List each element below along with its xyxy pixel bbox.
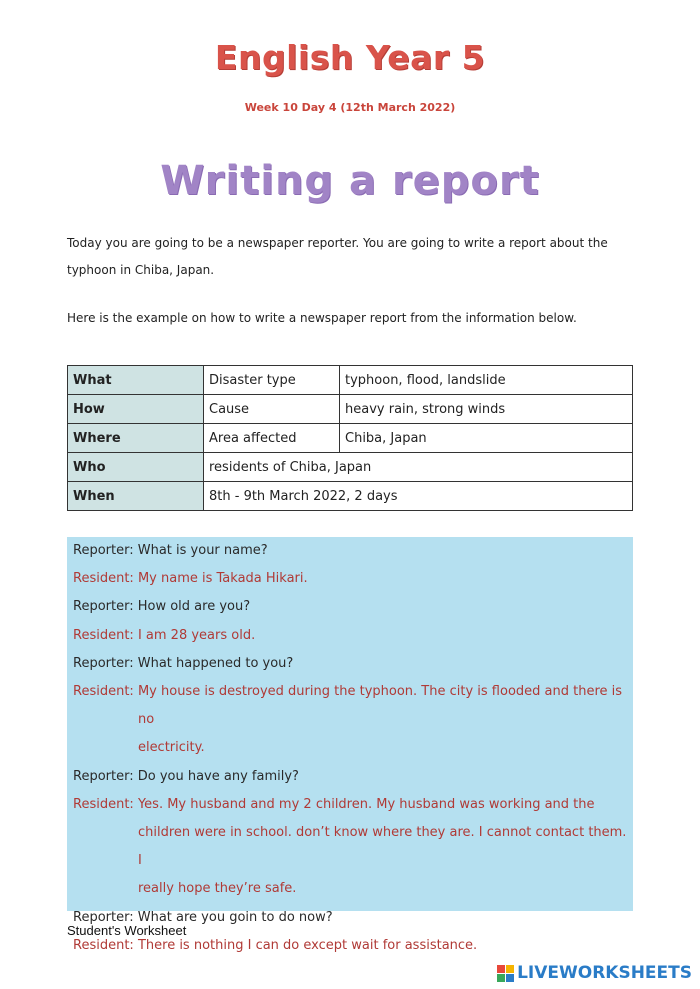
- table-label-cell: Disaster type: [204, 366, 340, 395]
- speaker-label: Resident:: [73, 684, 134, 700]
- dialogue-text: [138, 791, 627, 904]
- dialogue-text: How old are you?: [137, 599, 251, 615]
- table-row: [68, 395, 633, 424]
- table-value-cell: typhoon, flood, landslide: [340, 366, 633, 395]
- speaker-label: Resident:: [73, 937, 134, 953]
- dialogue-text: What are you goin to do now?: [137, 909, 333, 925]
- speaker-label: Resident:: [73, 571, 134, 587]
- dialogue-text-line: really hope they’re safe.: [137, 881, 297, 897]
- dialogue-line: [73, 537, 627, 565]
- speaker-label: Reporter:: [73, 599, 134, 615]
- table-value-cell: 8th - 9th March 2022, 2 days: [204, 482, 633, 511]
- table-value-cell: heavy rain, strong winds: [340, 395, 633, 424]
- speaker-label: Resident:: [73, 627, 134, 643]
- speaker-label: Resident:: [73, 796, 134, 812]
- table-key-cell: Where: [68, 424, 204, 453]
- table-row: [68, 453, 633, 482]
- table-key-cell: Who: [68, 453, 204, 482]
- example-instruction: Here is the example on how to write a newspaper report from the information below.: [67, 311, 577, 325]
- dialogue-line: [73, 763, 627, 791]
- dialogue-text: What happened to you?: [137, 655, 294, 671]
- table-key-cell: How: [68, 395, 204, 424]
- liveworksheets-brand[interactable]: [497, 963, 692, 983]
- table-key-cell: When: [68, 482, 204, 511]
- speaker-label: Reporter:: [73, 768, 134, 784]
- dialogue-line: [73, 565, 627, 593]
- table-value-cell: residents of Chiba, Japan: [204, 453, 633, 482]
- worksheet-title: English Year 5: [214, 38, 486, 77]
- dialogue-line: [73, 622, 627, 650]
- table-row: [68, 366, 633, 395]
- table-row: [68, 482, 633, 511]
- lesson-heading: Writing a report: [160, 158, 540, 204]
- table-row: [68, 424, 633, 453]
- dialogue-text: My name is Takada Hikari.: [137, 571, 308, 587]
- student-worksheet-label: Student's Worksheet: [67, 923, 187, 938]
- dialogue-line: [73, 650, 627, 678]
- dialogue-text: What is your name?: [137, 543, 268, 558]
- dialogue-line: [73, 791, 627, 904]
- table-value-cell: Chiba, Japan: [340, 424, 633, 453]
- dialogue-text-line: Yes. My husband and my 2 children. My husband was working and the: [137, 796, 595, 812]
- table-key-cell: What: [68, 366, 204, 395]
- dialogue-text-line: My house is destroyed during the typhoon. The city is flooded and there is no: [137, 684, 623, 728]
- speaker-label: Reporter:: [73, 655, 134, 671]
- dialogue-text: There is nothing I can do except wait for assistance.: [137, 937, 478, 953]
- brand-name: LIVEWORKSHEETS: [517, 963, 692, 983]
- dialogue-text: [138, 678, 627, 763]
- intro-paragraph: Today you are going to be a newspaper reporter. You are going to write a report about the typhoon in Chiba, Japan.: [67, 236, 608, 277]
- info-table: [67, 365, 633, 511]
- table-label-cell: Cause: [204, 395, 340, 424]
- dialogue-text-line: children were in school. don’t know where they are. I cannot contact them. I: [137, 825, 627, 869]
- liveworksheets-logo-icon: [497, 965, 514, 982]
- dialogue-text: Do you have any family?: [137, 768, 299, 784]
- speaker-label: Reporter:: [73, 543, 134, 558]
- dialogue-text: I am 28 years old.: [137, 627, 256, 643]
- dialogue-line: [73, 678, 627, 763]
- dialogue-text-line: electricity.: [137, 740, 205, 756]
- worksheet-date: Week 10 Day 4 (12th March 2022): [244, 101, 456, 114]
- speaker-label: Reporter:: [73, 909, 134, 925]
- table-label-cell: Area affected: [204, 424, 340, 453]
- dialogue-line: [73, 593, 627, 621]
